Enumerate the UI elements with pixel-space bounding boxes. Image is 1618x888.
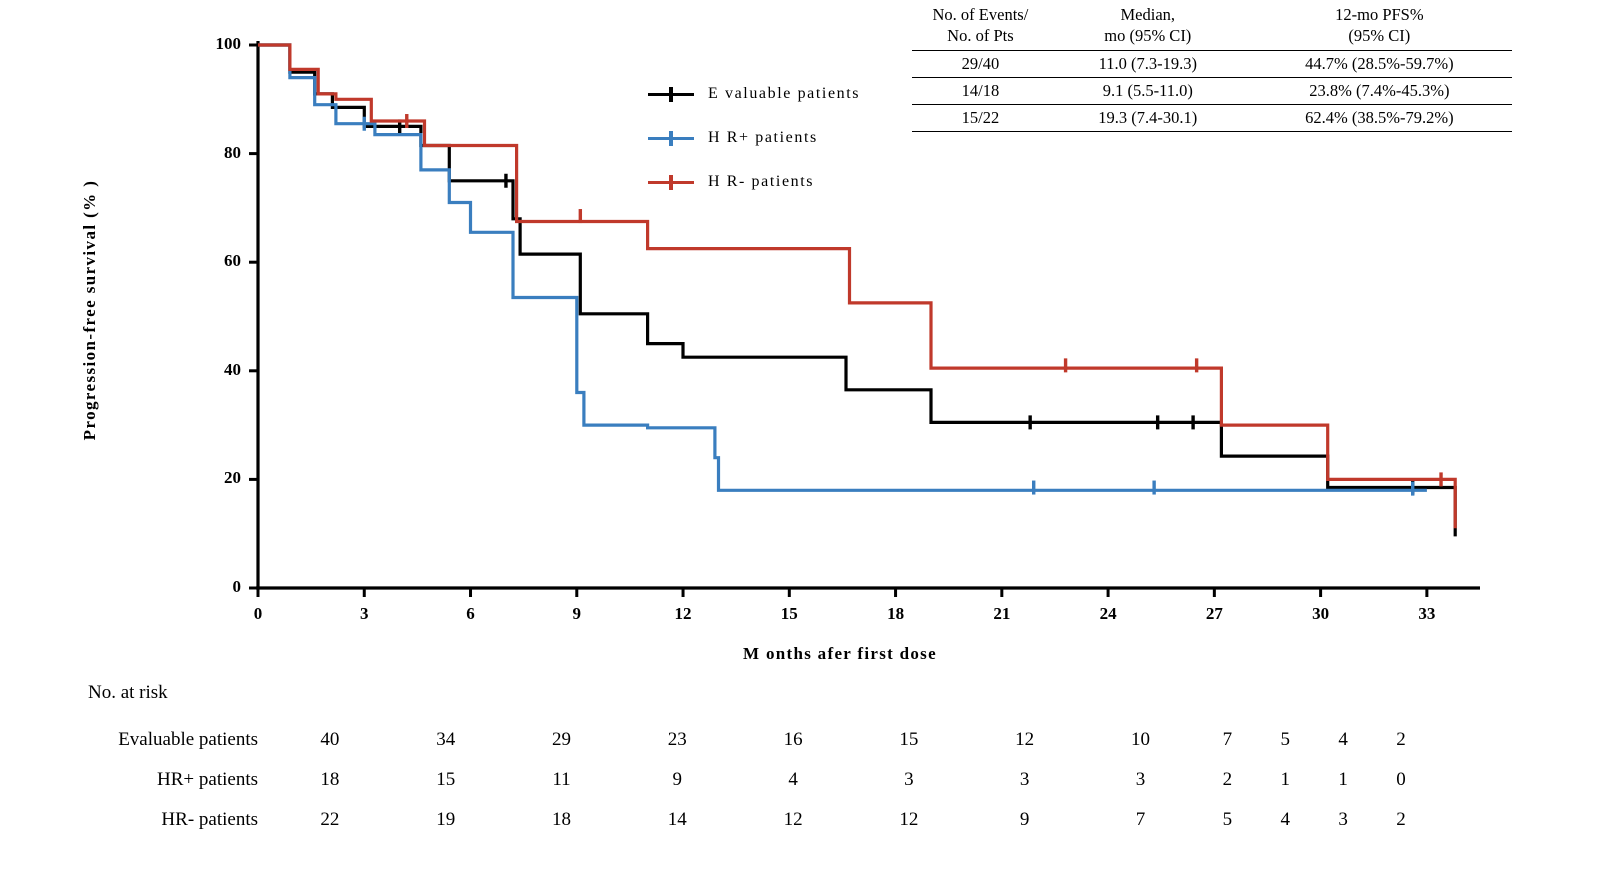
risk-cell: 9 [672, 769, 683, 790]
risk-cell: 7 [1222, 729, 1233, 750]
summary-median-hr-positive: 9.1 (5.5-11.0) [1049, 77, 1247, 104]
number-at-risk-table [0, 720, 1430, 840]
x-tick-21: 21 [993, 604, 1011, 623]
summary-row-hr-negative [912, 104, 1512, 131]
summary-statistics-table [912, 4, 1512, 132]
x-tick-33: 33 [1418, 604, 1436, 623]
risk-cell: 4 [1338, 729, 1348, 750]
risk-cell: 12 [899, 809, 919, 830]
summary-header-events-line1: No. of Events/ [932, 5, 1029, 24]
summary-header-median-line2: mo (95% CI) [1049, 25, 1247, 50]
risk-cell: 2 [1396, 729, 1406, 750]
risk-cell: 1 [1338, 769, 1348, 790]
legend [648, 72, 928, 204]
risk-cell: 34 [436, 729, 456, 750]
x-tick-27: 27 [1205, 604, 1223, 623]
y-tick-0: 0 [232, 577, 241, 596]
risk-cell: 29 [551, 729, 571, 750]
risk-cell: 9 [1019, 809, 1030, 830]
summary-pfs-evaluable: 44.7% (28.5%-59.7%) [1247, 50, 1512, 77]
x-tick-3: 3 [360, 604, 369, 623]
summary-header-median-line1: Median, [1120, 5, 1176, 24]
summary-row-evaluable [912, 50, 1512, 77]
risk-cell: 22 [320, 809, 340, 830]
risk-cell: 3 [1135, 769, 1146, 790]
risk-cell: 15 [899, 729, 919, 750]
x-axis-title: M onths afer first dose [743, 644, 937, 663]
risk-row [0, 720, 1430, 760]
risk-cell: 2 [1222, 769, 1233, 790]
risk-cell: 12 [1015, 729, 1035, 750]
risk-cell: 11 [552, 769, 571, 790]
legend-item-hr-negative [648, 160, 928, 204]
risk-cell: 18 [551, 809, 571, 830]
risk-cell: 40 [320, 729, 340, 750]
summary-median-hr-negative: 19.3 (7.4-30.1) [1049, 104, 1247, 131]
risk-cell: 15 [436, 769, 456, 790]
summary-events-evaluable: 29/40 [912, 50, 1049, 77]
summary-pfs-hr-positive: 23.8% (7.4%-45.3%) [1247, 77, 1512, 104]
risk-cell: 5 [1222, 809, 1233, 830]
y-tick-40: 40 [224, 359, 241, 379]
x-tick-24: 24 [1099, 604, 1117, 623]
risk-row [0, 760, 1430, 800]
legend-swatch-evaluable [648, 86, 694, 102]
risk-cell: 0 [1396, 769, 1406, 790]
risk-cell: 23 [667, 729, 687, 750]
legend-item-hr-positive [648, 116, 928, 160]
number-at-risk-title: No. at risk [88, 682, 168, 703]
legend-label-hr-positive: H R+ patients [708, 129, 818, 146]
x-tick-9: 9 [572, 604, 582, 623]
summary-header-pfs-line1: 12-mo PFS% [1335, 5, 1424, 24]
x-tick-30: 30 [1312, 604, 1330, 623]
risk-cell: 2 [1396, 809, 1406, 830]
risk-cell: 19 [436, 809, 456, 830]
risk-row [0, 800, 1430, 840]
legend-label-hr-negative: H R- patients [708, 173, 815, 190]
legend-swatch-hr-positive [648, 130, 694, 146]
legend-item-evaluable [648, 72, 928, 116]
x-tick-18: 18 [887, 604, 905, 623]
y-axis-title: Progression-free survival (% ) [80, 179, 99, 441]
risk-cell: 1 [1280, 769, 1290, 790]
y-tick-80: 80 [224, 142, 241, 162]
risk-cell: 5 [1280, 729, 1290, 750]
y-tick-60: 60 [224, 251, 241, 271]
y-tick-100: 100 [215, 34, 241, 53]
legend-swatch-hr-negative [648, 174, 694, 190]
risk-cell: 3 [1338, 809, 1348, 830]
summary-header-events-line2: No. of Pts [912, 25, 1049, 50]
risk-row-label: Evaluable patients [118, 729, 258, 750]
risk-cell: 3 [1019, 769, 1030, 790]
risk-cell: 4 [788, 769, 798, 790]
risk-cell: 10 [1130, 729, 1150, 750]
risk-cell: 4 [1280, 809, 1290, 830]
summary-row-hr-positive [912, 77, 1512, 104]
summary-pfs-hr-negative: 62.4% (38.5%-79.2%) [1247, 104, 1512, 131]
risk-cell: 16 [783, 729, 803, 750]
x-tick-15: 15 [780, 604, 798, 623]
legend-label-evaluable: E valuable patients [708, 85, 861, 102]
x-tick-0: 0 [253, 604, 263, 623]
summary-median-evaluable: 11.0 (7.3-19.3) [1049, 50, 1247, 77]
risk-row-label: HR+ patients [157, 769, 258, 790]
x-tick-6: 6 [466, 604, 475, 623]
x-tick-12: 12 [674, 604, 692, 623]
summary-events-hr-positive: 14/18 [912, 77, 1049, 104]
y-tick-20: 20 [224, 468, 241, 488]
risk-row-label: HR- patients [161, 809, 258, 830]
risk-cell: 14 [667, 809, 687, 830]
risk-cell: 7 [1135, 809, 1146, 830]
summary-header-pfs-line2: (95% CI) [1247, 25, 1512, 50]
risk-cell: 3 [904, 769, 914, 790]
risk-cell: 12 [783, 809, 803, 830]
summary-events-hr-negative: 15/22 [912, 104, 1049, 131]
risk-cell: 18 [320, 769, 340, 790]
